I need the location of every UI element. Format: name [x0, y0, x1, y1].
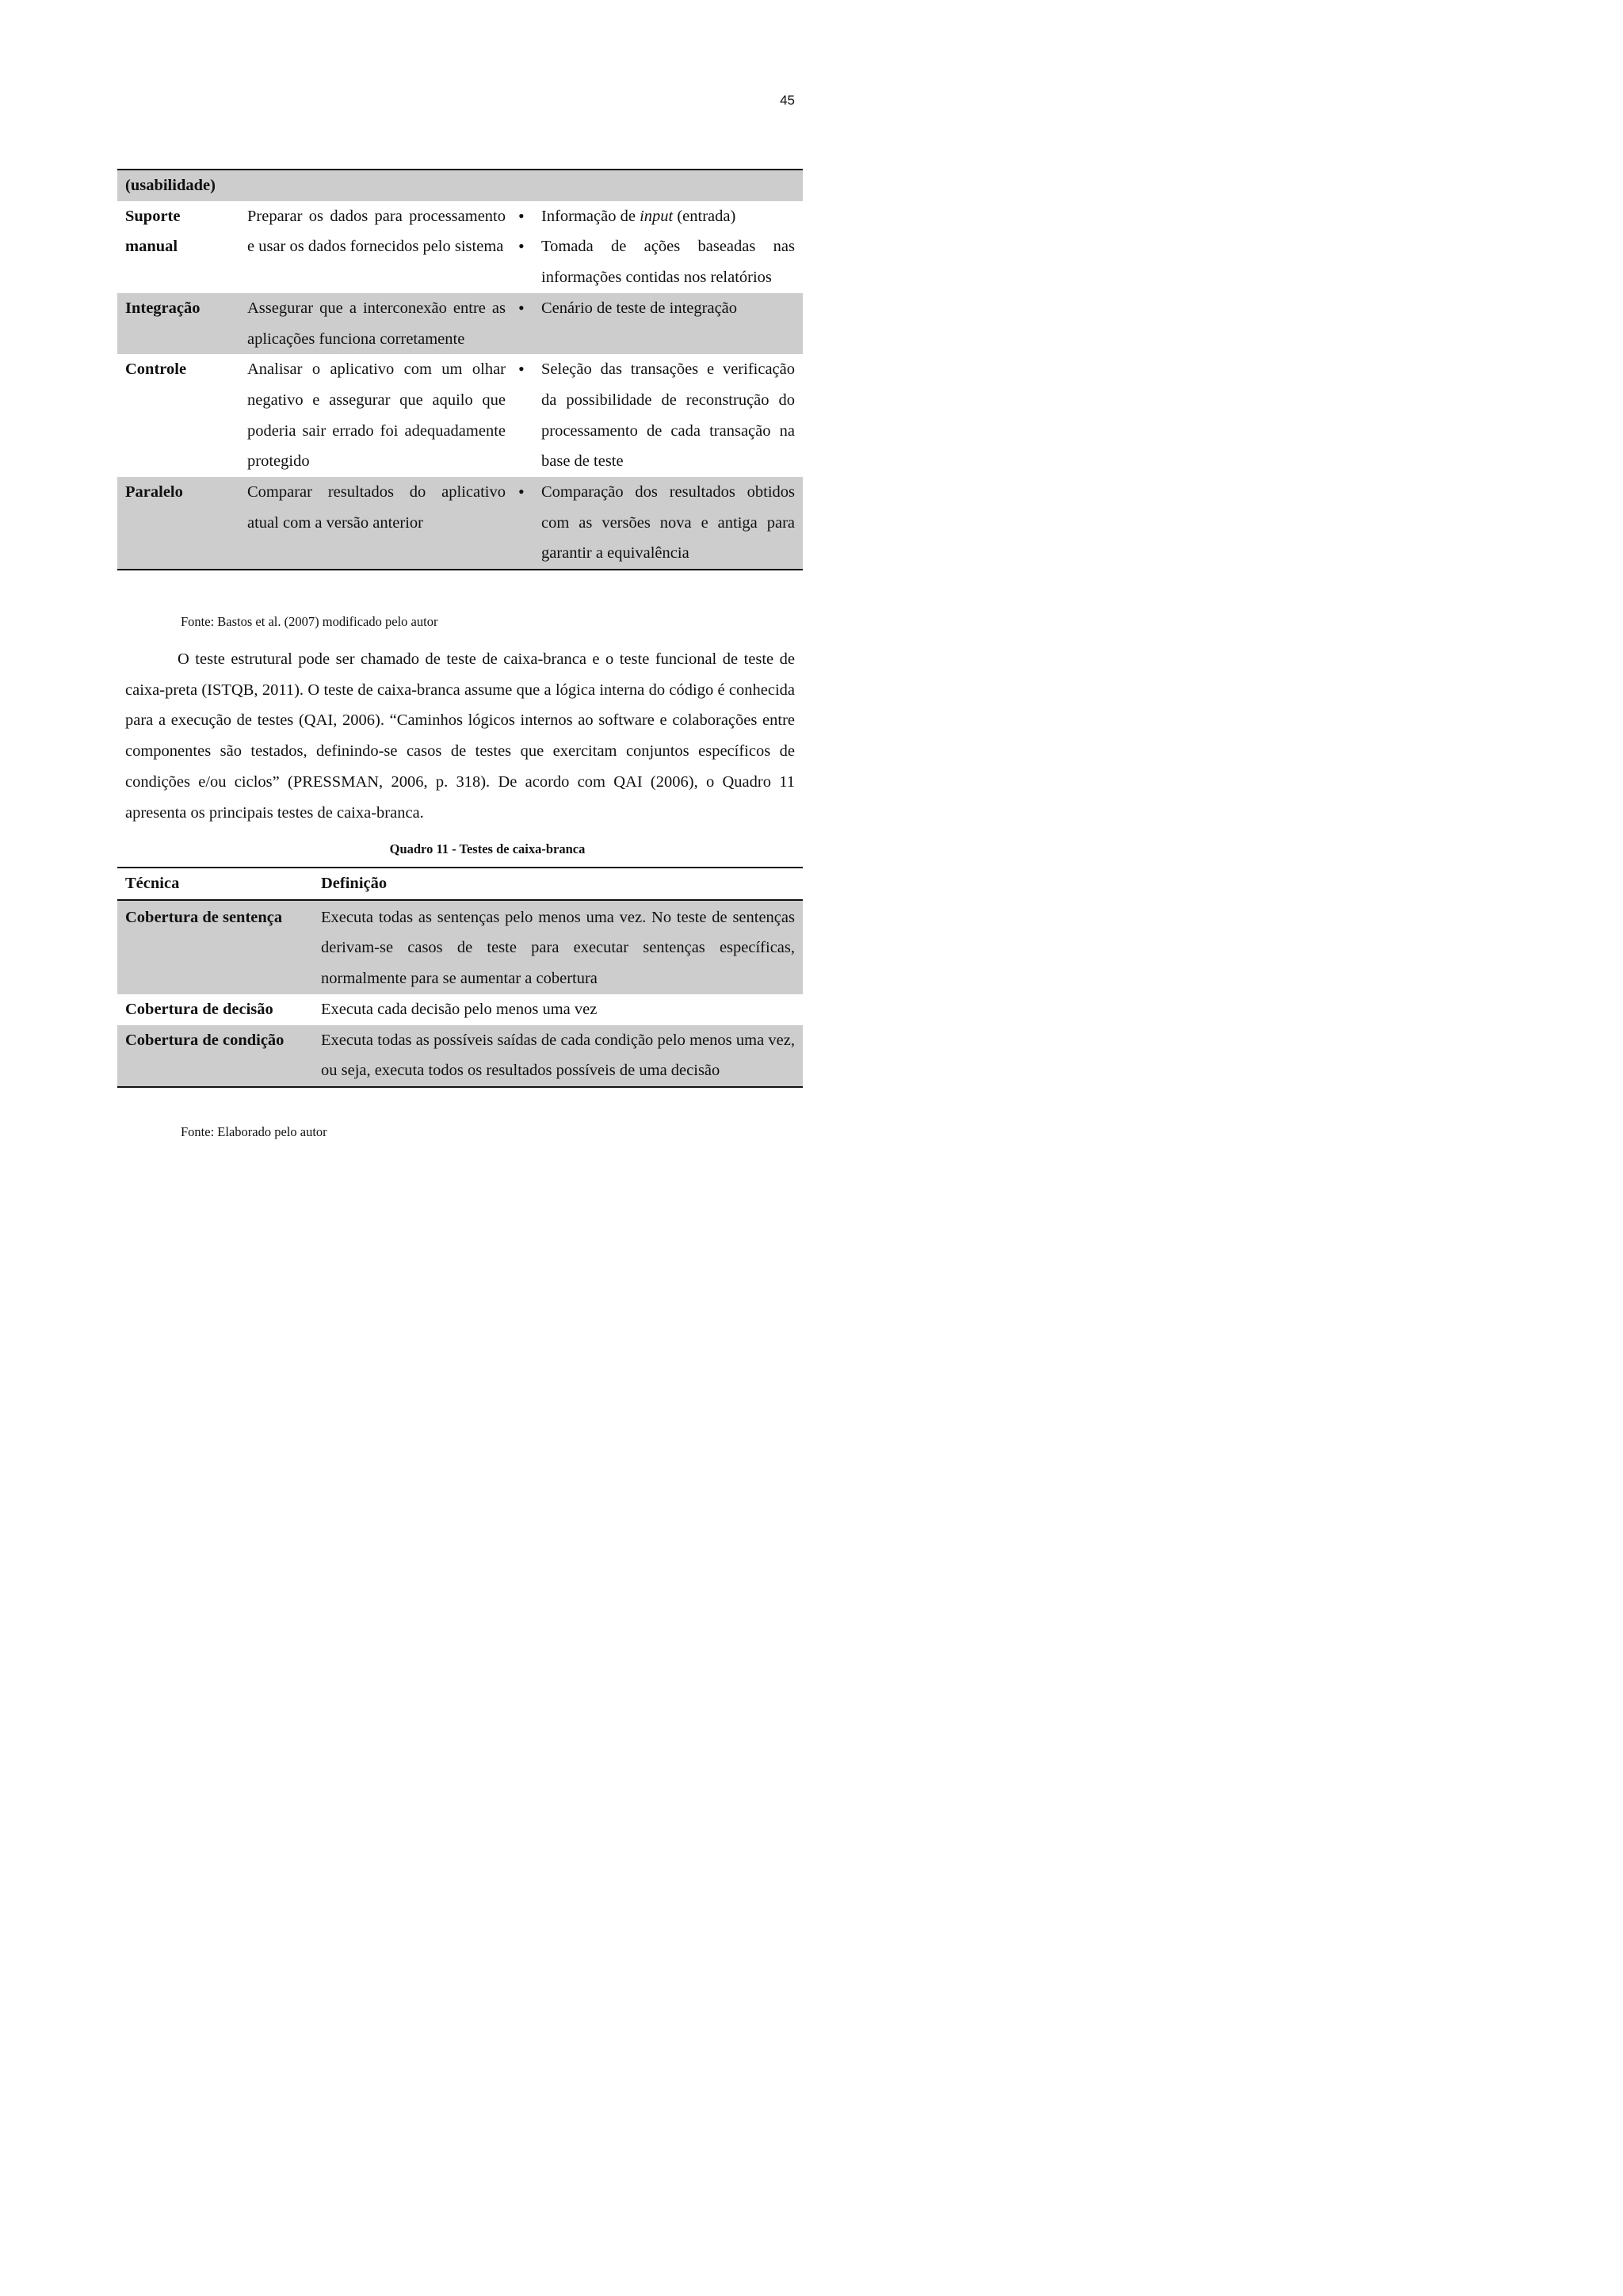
- example-cell: [514, 170, 803, 201]
- definition-cell: Executa cada decisão pelo menos uma vez: [321, 1000, 598, 1018]
- technique-cell: Cobertura de sentença: [117, 900, 313, 994]
- table-row: [117, 170, 803, 201]
- objective-cell: [239, 170, 514, 201]
- technique-cell: [117, 201, 239, 293]
- column-header: Definição: [313, 868, 803, 900]
- body-paragraph: O teste estrutural pode ser chamado de teste de caixa-branca e o teste funcional de teste de caixa-preta (ISTQB, 2011). O teste de caixa-branca assume que a lógica interna do código é conhecida para a execução de testes (QAI, 2006). “Caminhos lógicos internos ao software e colaborações entre componentes são testados, definindo-se casos de testes que exercitam conjuntos específicos de condições e/ou ciclos” (PRESSMAN, 2006, p. 318). De acordo com QAI (2006), o Quadro 11 apresenta os principais testes de caixa-branca.: [125, 650, 795, 822]
- technique-cell: (usabilidade): [117, 170, 239, 201]
- example-cell: [514, 293, 803, 354]
- column-header: Técnica: [117, 868, 313, 900]
- table-header-row: [117, 868, 803, 900]
- table-row: [117, 201, 803, 293]
- white-box-tests-table: [117, 867, 803, 1088]
- example-list: [521, 477, 795, 569]
- technique-line: Suporte: [125, 207, 181, 225]
- technique-cell: Integração: [117, 293, 239, 354]
- example-list: [521, 354, 795, 477]
- table-row: [117, 994, 803, 1025]
- example-cell: [514, 477, 803, 570]
- technique-cell: Cobertura de condição: [117, 1025, 313, 1087]
- list-item: • Informação de input (entrada): [541, 201, 795, 232]
- table-title: Quadro 11 - Testes de caixa-branca: [389, 841, 586, 856]
- objective-cell: Analisar o aplicativo com um olhar negativo e assegurar que aquilo que poderia sair errado foi adequadamente protegido: [247, 360, 506, 471]
- table-source: Fonte: Elaborado pelo autor: [181, 1124, 327, 1139]
- table-source: Fonte: Bastos et al. (2007) modificado pelo autor: [181, 614, 438, 629]
- table-row: [117, 1025, 803, 1087]
- technique-cell: Controle: [125, 360, 187, 379]
- objective-cell: Preparar os dados para processamento e usar os dados fornecidos pelo sistema: [247, 207, 506, 256]
- technique-cell: Paralelo: [117, 477, 239, 570]
- objective-cell: Assegurar que a interconexão entre as aplicações funciona corretamente: [239, 293, 514, 354]
- list-item: • Comparação dos resultados obtidos com as versões nova e antiga para garantir a equivalência: [541, 477, 795, 569]
- example-list: [521, 201, 795, 293]
- objective-cell: Comparar resultados do aplicativo atual com a versão anterior: [239, 477, 514, 570]
- example-cell: [514, 354, 803, 477]
- table-row: [117, 293, 803, 354]
- example-cell: [514, 201, 803, 293]
- page-number: 45: [780, 93, 795, 108]
- table-row: [117, 354, 803, 477]
- list-item: • Cenário de teste de integração: [541, 293, 795, 324]
- list-item: • Seleção das transações e verificação da possibilidade de reconstrução do processamento de cada transação na base de teste: [541, 354, 795, 477]
- technique-line: manual: [125, 238, 178, 256]
- technique-cell: Cobertura de decisão: [125, 1000, 273, 1018]
- testing-techniques-table: [117, 169, 803, 570]
- definition-cell: Executa todas as sentenças pelo menos uma vez. No teste de sentenças derivam-se casos de teste para executar sentenças específicas, normalmente para se aumentar a cobertura: [313, 900, 803, 994]
- definition-cell: Executa todas as possíveis saídas de cada condição pelo menos uma vez, ou seja, executa todos os resultados possíveis de uma decisão: [313, 1025, 803, 1087]
- table-row: [117, 900, 803, 994]
- example-list: [521, 293, 795, 324]
- table-row: [117, 477, 803, 570]
- list-item: • Tomada de ações baseadas nas informações contidas nos relatórios: [541, 231, 795, 292]
